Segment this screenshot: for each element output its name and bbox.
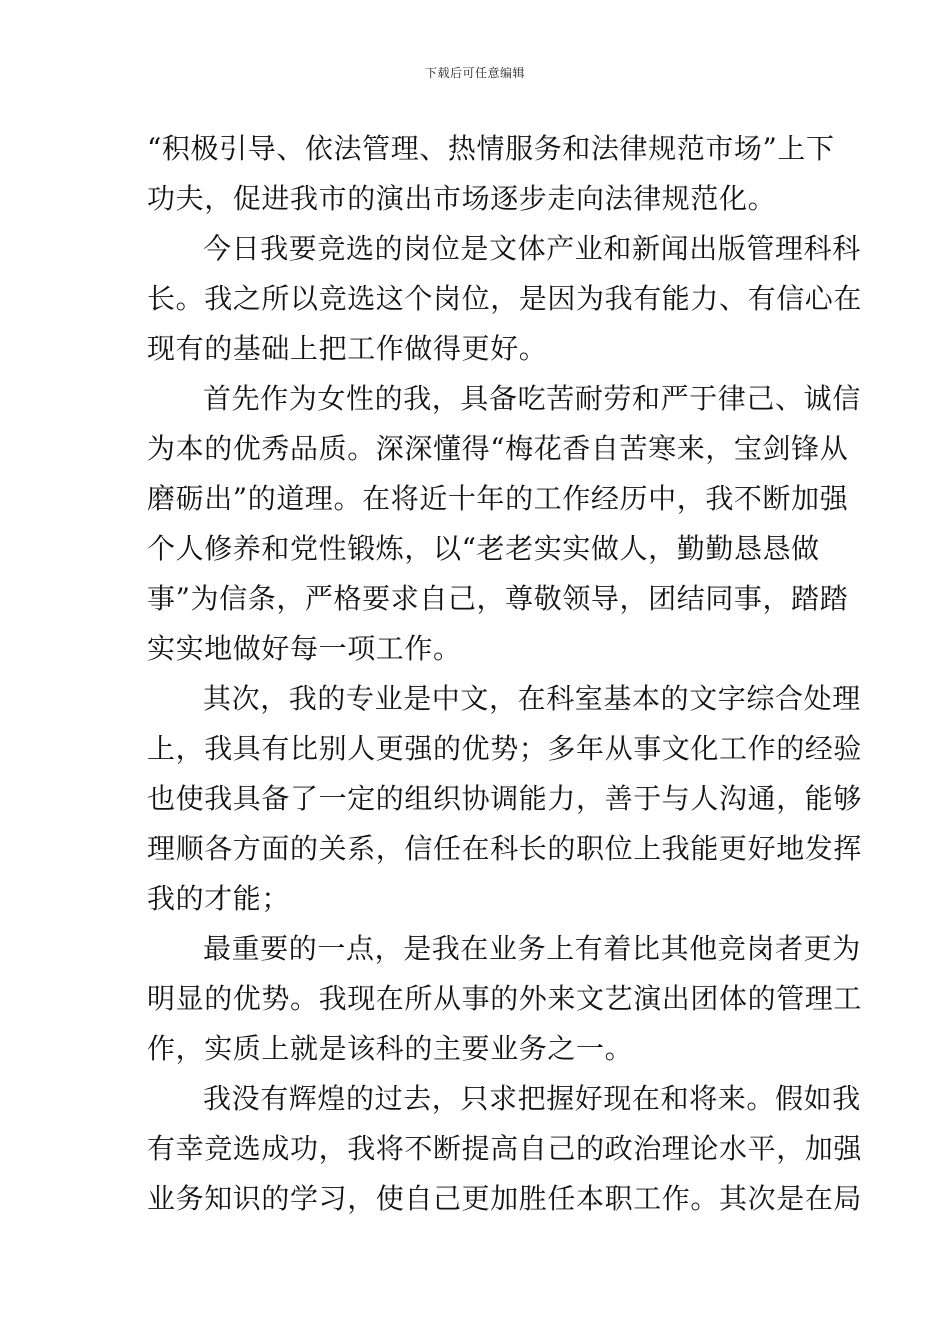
text-line: 最重要的一点，是我在业务上有着比其他竞岗者更为 bbox=[203, 932, 861, 965]
document-body bbox=[147, 124, 863, 1224]
text-line: 有幸竞选成功，我将不断提高自己的政治理论水平，加强 bbox=[147, 1132, 863, 1165]
text-line: 为本的优秀品质。深深懂得“梅花香自苦寒来，宝剑锋从 bbox=[147, 432, 849, 465]
text-line: 明显的优势。我现在所从事的外来文艺演出团体的管理工 bbox=[147, 982, 863, 1015]
text-line: 上，我具有比别人更强的优势；多年从事文化工作的经验 bbox=[147, 732, 863, 765]
text-line: 今日我要竞选的岗位是文体产业和新闻出版管理科科 bbox=[203, 232, 861, 265]
text-line: 其次，我的专业是中文，在科室基本的文字综合处理 bbox=[203, 682, 861, 715]
text-line: 我的才能； bbox=[147, 882, 291, 915]
text-line: 作，实质上就是该科的主要业务之一。 bbox=[147, 1032, 634, 1065]
text-line: 也使我具备了一定的组织协调能力，善于与人沟通，能够 bbox=[147, 782, 863, 815]
text-line: 功夫，促进我市的演出市场逐步走向法律规范化。 bbox=[147, 182, 777, 215]
text-line: 我没有辉煌的过去，只求把握好现在和将来。假如我 bbox=[203, 1082, 861, 1115]
text-line: 现有的基础上把工作做得更好。 bbox=[147, 332, 548, 365]
text-line: 理顺各方面的关系，信任在科长的职位上我能更好地发挥 bbox=[147, 832, 863, 865]
page-header: 下载后可任意编辑 bbox=[424, 66, 525, 80]
text-line: 磨砺出”的道理。在将近十年的工作经历中，我不断加强 bbox=[147, 482, 849, 515]
text-line: 事”为信条，严格要求自己，尊敬领导，团结同事，踏踏 bbox=[147, 582, 849, 615]
text-line: 实实地做好每一项工作。 bbox=[147, 632, 462, 665]
text-line: 长。我之所以竞选这个岗位，是因为我有能力、有信心在 bbox=[147, 282, 863, 315]
text-line: 个人修养和党性锻炼，以“老老实实做人，勤勤恳恳做 bbox=[147, 532, 820, 565]
text-line: 业务知识的学习，使自己更加胜任本职工作。其次是在局 bbox=[147, 1182, 863, 1215]
text-line: “积极引导、依法管理、热情服务和法律规范市场”上下 bbox=[147, 132, 835, 165]
text-line: 首先作为女性的我，具备吃苦耐劳和严于律己、诚信 bbox=[203, 382, 861, 415]
